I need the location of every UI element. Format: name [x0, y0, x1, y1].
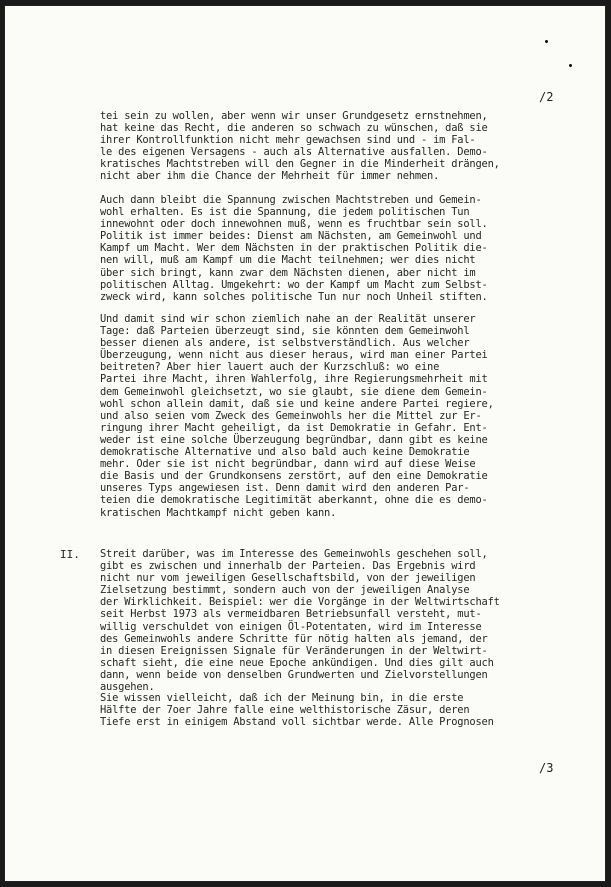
paragraph-3: Und damit sind wir schon ziemlich nahe an der Realität unserer Tage: daß Parteien überzeugt sind, sie könnten dem Gemeinwohl besser dienen als andere, ist selbstverständlich. Aus welcher Überzeugung, wenn nicht aus dieser heraus, wird man einer Partei beitreten? Aber hier lauert auch der Kurzschluß: wo eine Partei ihre Macht, ihren Wahlerfolg, ihre Regierungsmehrheit mit dem Gemeinwohl gleichsetzt, wo sie glaubt, sie diene dem Gemein- wohl schon allein damit, daß sie und keine andere Partei regiere, und also seien vom Zweck des Gemeinwohls her die Mittel zur Er- ringung ihrer Macht geheiligt, da ist Demokratie in Gefahr. Ent- weder ist eine solche Überzeugung begründbar, dann gibt es keine demokratische Alternative und also bald auch keine Demokratie mehr. Oder sie ist nicht begründbar, dann wird auf diese Weise die Basis und der Grundkonsens zerstört, auf den eine Demokratie unseres Typs angewiesen ist. Denn damit wird den anderen Par- teien die demokratische Legitimität aberkannt, ohne die es demo- kratischen Machtkampf nicht geben kann. [100, 313, 494, 519]
page-marker-top: /2 [539, 90, 554, 104]
page-marker-bottom: /3 [539, 761, 554, 775]
paragraph-1: tei sein zu wollen, aber wenn wir unser Grundgesetz ernstnehmen, hat keine das Recht, die anderen so schwach zu wünschen, daß sie ihrer Kontrollfunktion nicht mehr gewachsen sind und - im Fal- le des eigenen Versagens - auch als Alternative ausfallen. Demo- kratisches Machtstreben will den Gegner in die Minderheit drängen, nicht aber ihm die Chance der Mehrheit für immer nehmen. [100, 110, 500, 183]
paragraph-2: Auch dann bleibt die Spannung zwischen Machtstreben und Gemein- wohl erhalten. Es ist die Spannung, die jedem politischen Tun innewohnt oder doch innewohnen muß, wenn es fruchtbar sein soll. Politik ist immer beides: Dienst am Nächsten, am Gemeinwohl und Kampf um Macht. Wer dem Nächsten in der praktischen Politik die- nen will, muß am Kampf um die Macht teilnehmen; wer dies nicht über sich bringt, kann zwar dem Nächsten dienen, aber nicht im politischen Alltag. Umgekehrt: wo der Kampf um Macht zum Selbst- zweck wird, kann solches politische Tun nur noch Unheil stiften. [100, 194, 488, 303]
section-number: II. [60, 548, 80, 561]
document-page [4, 5, 606, 882]
corner-dot-mark [545, 40, 548, 43]
paragraph-5: Sie wissen vielleicht, daß ich der Meinung bin, in die erste Hälfte der 7oer Jahre falle eine welthistorische Zäsur, deren Tiefe erst in einigem Abstand voll sichtbar werde. Alle Prognosen [100, 692, 494, 729]
paragraph-4: Streit darüber, was im Interesse des Gemeinwohls geschehen soll, gibt es zwischen und innerhalb der Parteien. Das Ergebnis wird nicht nur vom jeweiligen Gesellschaftsbild, von der jeweiligen Zielsetzung bestimmt, sondern auch von der jeweiligen Analyse der Wirklichkeit. Beispiel: wer die Vorgänge in der Weltwirtschaft seit Herbst 1973 als vermeidbaren Betriebsunfall versteht, mut- willig verschuldet von einigen Öl-Potentaten, wird im Interesse des Gemeinwohls andere Schritte für nötig halten als jemand, der in diesen Ereignissen Signale für Veränderungen in der Weltwirt- schaft sieht, die eine neue Epoche ankündigen. Und dies gilt auch dann, wenn beide von denselben Grundwerten und Zielvorstellungen ausgehen. [100, 548, 500, 694]
corner-dot-mark-2 [569, 64, 572, 67]
